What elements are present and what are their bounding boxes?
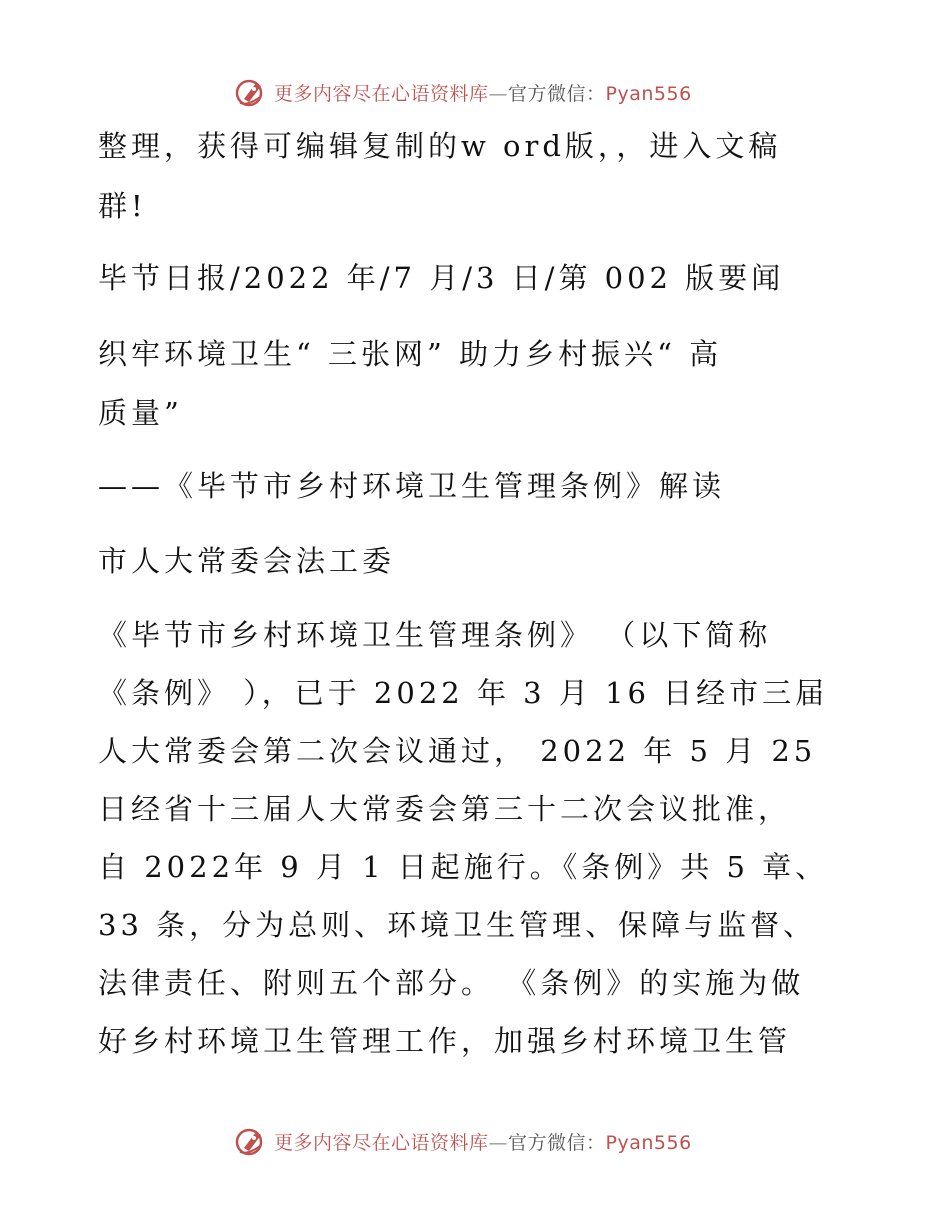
banner-main-text: 更多内容尽在心语资料库 [274, 82, 489, 105]
article-subtitle: ——《毕节市乡村环境卫生管理条例》解读 [98, 469, 726, 503]
dateline: 毕节日报/2022 年/7 月/3 日/第 002 版要闻 [98, 261, 785, 295]
paragraph-line-2: 《条例》 ），已于 2022 年 3 月 16 日经市三届 [98, 676, 829, 710]
body-line-2: 群! [98, 189, 147, 223]
article-title-line-2: 质量” [98, 396, 183, 430]
banner-separator: — [488, 82, 509, 105]
paragraph-line-1: 《毕节市乡村环境卫生管理条例》 （以下简称 [98, 618, 772, 652]
pen-nib-logo-icon [234, 75, 268, 109]
paragraph-line-7: 法律责任、附则五个部分。 《条例》的实施为做 [98, 966, 805, 1000]
banner-main-text: 更多内容尽在心语资料库 [274, 1131, 489, 1154]
banner-separator: — [488, 1131, 509, 1154]
pen-nib-logo-icon [234, 1124, 268, 1158]
banner-wechat-id: Pyan556 [605, 1131, 692, 1154]
banner-wechat-label: 官方微信： [508, 82, 606, 105]
body-line-1: 整理，获得可编辑复制的w ord版，，进入文稿 [98, 129, 782, 163]
paragraph-line-4: 日经省十三届人大常委会第三十二次会议批准， [98, 792, 792, 826]
article-title-line-1: 织牢环境卫生“ 三张网” 助力乡村振兴“ 高 [98, 337, 723, 371]
paragraph-line-6: 33 条，分为总则、环境卫生管理、保障与监督、 [98, 908, 817, 942]
paragraph-line-8: 好乡村环境卫生管理工作，加强乡村环境卫生管 [98, 1024, 792, 1058]
header-watermark-banner [0, 72, 950, 112]
footer-watermark-banner [0, 1121, 950, 1161]
banner-wechat-label: 官方微信： [508, 1131, 606, 1154]
paragraph-line-5: 自 2022年 9 月 1 日起施行。《条例》共 5 章、 [98, 850, 829, 884]
paragraph-line-3: 人大常委会第二次会议通过， 2022 年 5 月 25 [98, 734, 817, 768]
banner-wechat-id: Pyan556 [605, 82, 692, 105]
article-author: 市人大常委会法工委 [98, 544, 396, 578]
